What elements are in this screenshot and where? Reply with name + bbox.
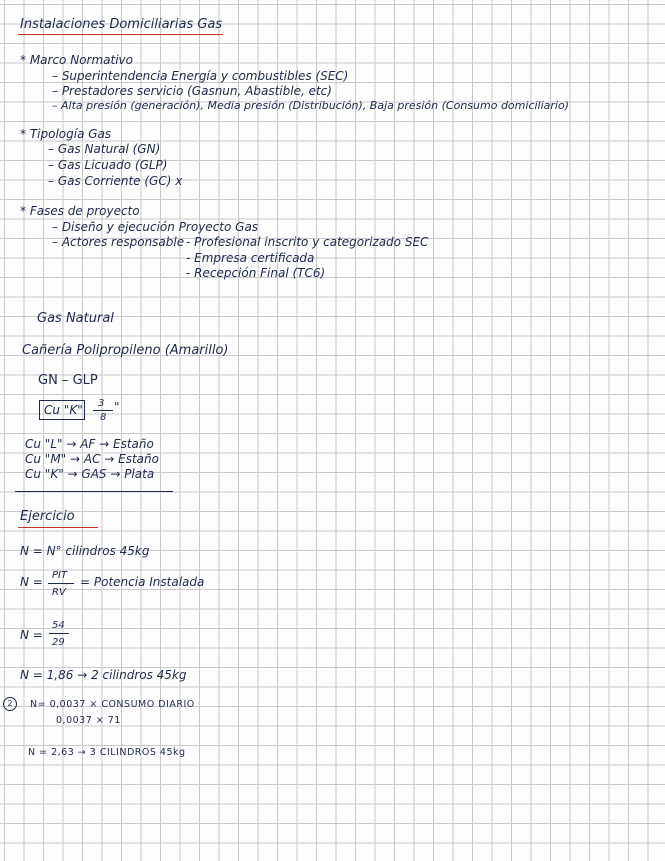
title-underline [18,34,223,35]
result-2: N = 2,63 → 3 CILINDROS 45kg [28,747,186,758]
fases-item: – Diseño y ejecución Proyecto Gas [52,220,259,234]
gn-glp-label: GN – GLP [38,373,98,388]
marco-item: – Alta presión (generación), Media presión (Distribución), Baja presión (Consumo domiciliario) [52,99,569,112]
ejercicio-underline [18,527,98,528]
tipologia-item: – Gas Natural (GN) [48,142,161,156]
divider-line [15,491,173,492]
fases-heading: * Fases de proyecto [20,204,140,218]
marco-item: – Prestadores servicio (Gasnun, Abastible, etc) [52,84,332,98]
n-definition: N = N° cilindros 45kg [20,544,150,558]
n-equation-2: N = [20,628,43,642]
caneria-label: Cañería Polipropileno (Amarillo) [22,343,229,358]
gas-natural-label: Gas Natural [37,311,114,326]
fraction-numerator: 3 [98,398,105,409]
page-title: Instalaciones Domiciliarias Gas [20,17,223,32]
ejercicio-heading: Ejercicio [20,509,75,524]
actor-item: - Profesional inscrito y categorizado SEC [186,235,429,249]
tipologia-item: – Gas Licuado (GLP) [48,158,168,172]
fraction-bar-54 [49,633,69,634]
formula-line-values: 0,0037 × 71 [56,715,121,726]
actor-item: - Empresa certificada [186,251,315,265]
numerator-54: 54 [52,620,65,631]
cu-line: Cu "M" → AC → Estaño [25,452,159,466]
potencia-label: = Potencia Instalada [80,575,205,589]
marco-item: – Superintendencia Energía y combustibles (SEC) [52,69,349,83]
item-number-circle: 2 [3,697,17,711]
result-1: N = 1,86 → 2 cilindros 45kg [20,668,187,682]
fases-item: – Actores responsable [52,235,185,249]
actor-item: - Recepción Final (TC6) [186,266,326,280]
tipologia-item: – Gas Corriente (GC) x [48,174,183,188]
formula-line: N= 0,0037 × CONSUMO DIARIO [30,699,195,710]
pit-numerator: PIT [52,570,68,581]
rv-denominator: RV [52,587,66,598]
fraction-denominator: 8 [100,412,107,423]
cu-line: Cu "L" → AF → Estaño [25,437,154,451]
cu-k-label: Cu "K" [44,403,83,417]
pit-fraction-bar [48,583,74,584]
tipologia-heading: * Tipología Gas [20,127,112,141]
cu-line: Cu "K" → GAS → Plata [25,467,155,481]
n-equation: N = [20,575,43,589]
inch-mark: " [114,400,120,414]
marco-heading: * Marco Normativo [20,53,133,67]
denominator-29: 29 [52,637,65,648]
